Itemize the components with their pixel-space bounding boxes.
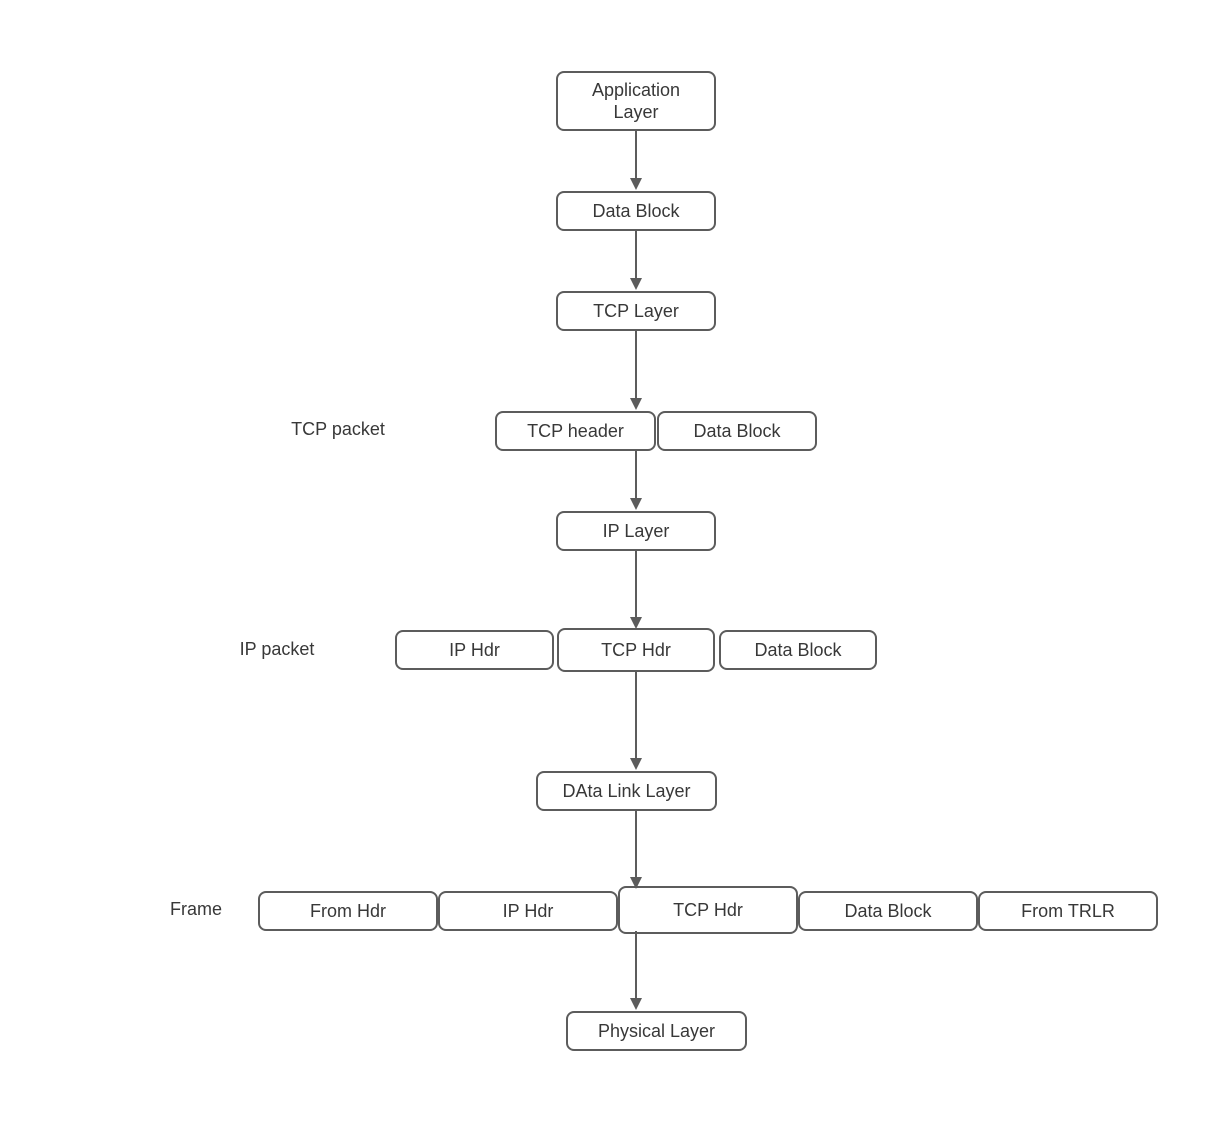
arrow-head-icon <box>630 398 642 410</box>
arrow-head-icon <box>630 617 642 629</box>
arrow-head-icon <box>630 758 642 770</box>
node-tcp-layer: TCP Layer <box>556 291 716 331</box>
arrow-tcplayer-to-tcppacket-icon <box>630 331 642 410</box>
node-ip-layer: IP Layer <box>556 511 716 551</box>
node-data-block: Data Block <box>556 191 716 231</box>
arrow-line <box>635 331 637 400</box>
arrow-ippacket-to-datalink-icon <box>630 671 642 770</box>
row-label-tcp-packet: TCP packet <box>291 419 385 439</box>
node-from-hdr-frame: From Hdr <box>258 891 438 931</box>
arrow-line <box>635 671 637 760</box>
arrow-head-icon <box>630 498 642 510</box>
node-data-link-layer: DAta Link Layer <box>536 771 717 811</box>
node-tcp-hdr-ip-packet: TCP Hdr <box>557 628 715 672</box>
node-physical-layer: Physical Layer <box>566 1011 747 1051</box>
arrow-line <box>635 451 637 500</box>
arrow-datablock-to-tcplayer-icon <box>630 231 642 290</box>
row-label-ip-packet: IP packet <box>239 639 315 659</box>
arrow-tcppacket-to-iplayer-icon <box>630 451 642 510</box>
arrow-application-to-datablock-icon <box>630 131 642 190</box>
node-ip-hdr-ip-packet: IP Hdr <box>395 630 554 670</box>
node-data-block-ip-packet: Data Block <box>719 630 877 670</box>
arrow-head-icon <box>630 877 642 889</box>
arrow-frame-to-physical-icon <box>630 931 642 1010</box>
arrow-head-icon <box>630 278 642 290</box>
arrow-line <box>635 231 637 280</box>
arrow-line <box>635 551 637 619</box>
arrow-head-icon <box>630 998 642 1010</box>
node-tcp-header: TCP header <box>495 411 656 451</box>
arrow-line <box>635 811 637 879</box>
arrow-line <box>635 931 637 1000</box>
node-data-block-tcp-packet: Data Block <box>657 411 817 451</box>
arrow-datalink-to-frame-icon <box>630 811 642 889</box>
row-label-frame: Frame <box>169 899 222 919</box>
arrow-head-icon <box>630 178 642 190</box>
arrow-iplayer-to-ippacket-icon <box>630 551 642 629</box>
node-from-trlr-frame: From TRLR <box>978 891 1158 931</box>
node-data-block-frame: Data Block <box>798 891 978 931</box>
node-tcp-hdr-frame: TCP Hdr <box>618 886 798 934</box>
arrow-line <box>635 131 637 180</box>
node-application-layer: Application Layer <box>556 71 716 131</box>
node-ip-hdr-frame: IP Hdr <box>438 891 618 931</box>
